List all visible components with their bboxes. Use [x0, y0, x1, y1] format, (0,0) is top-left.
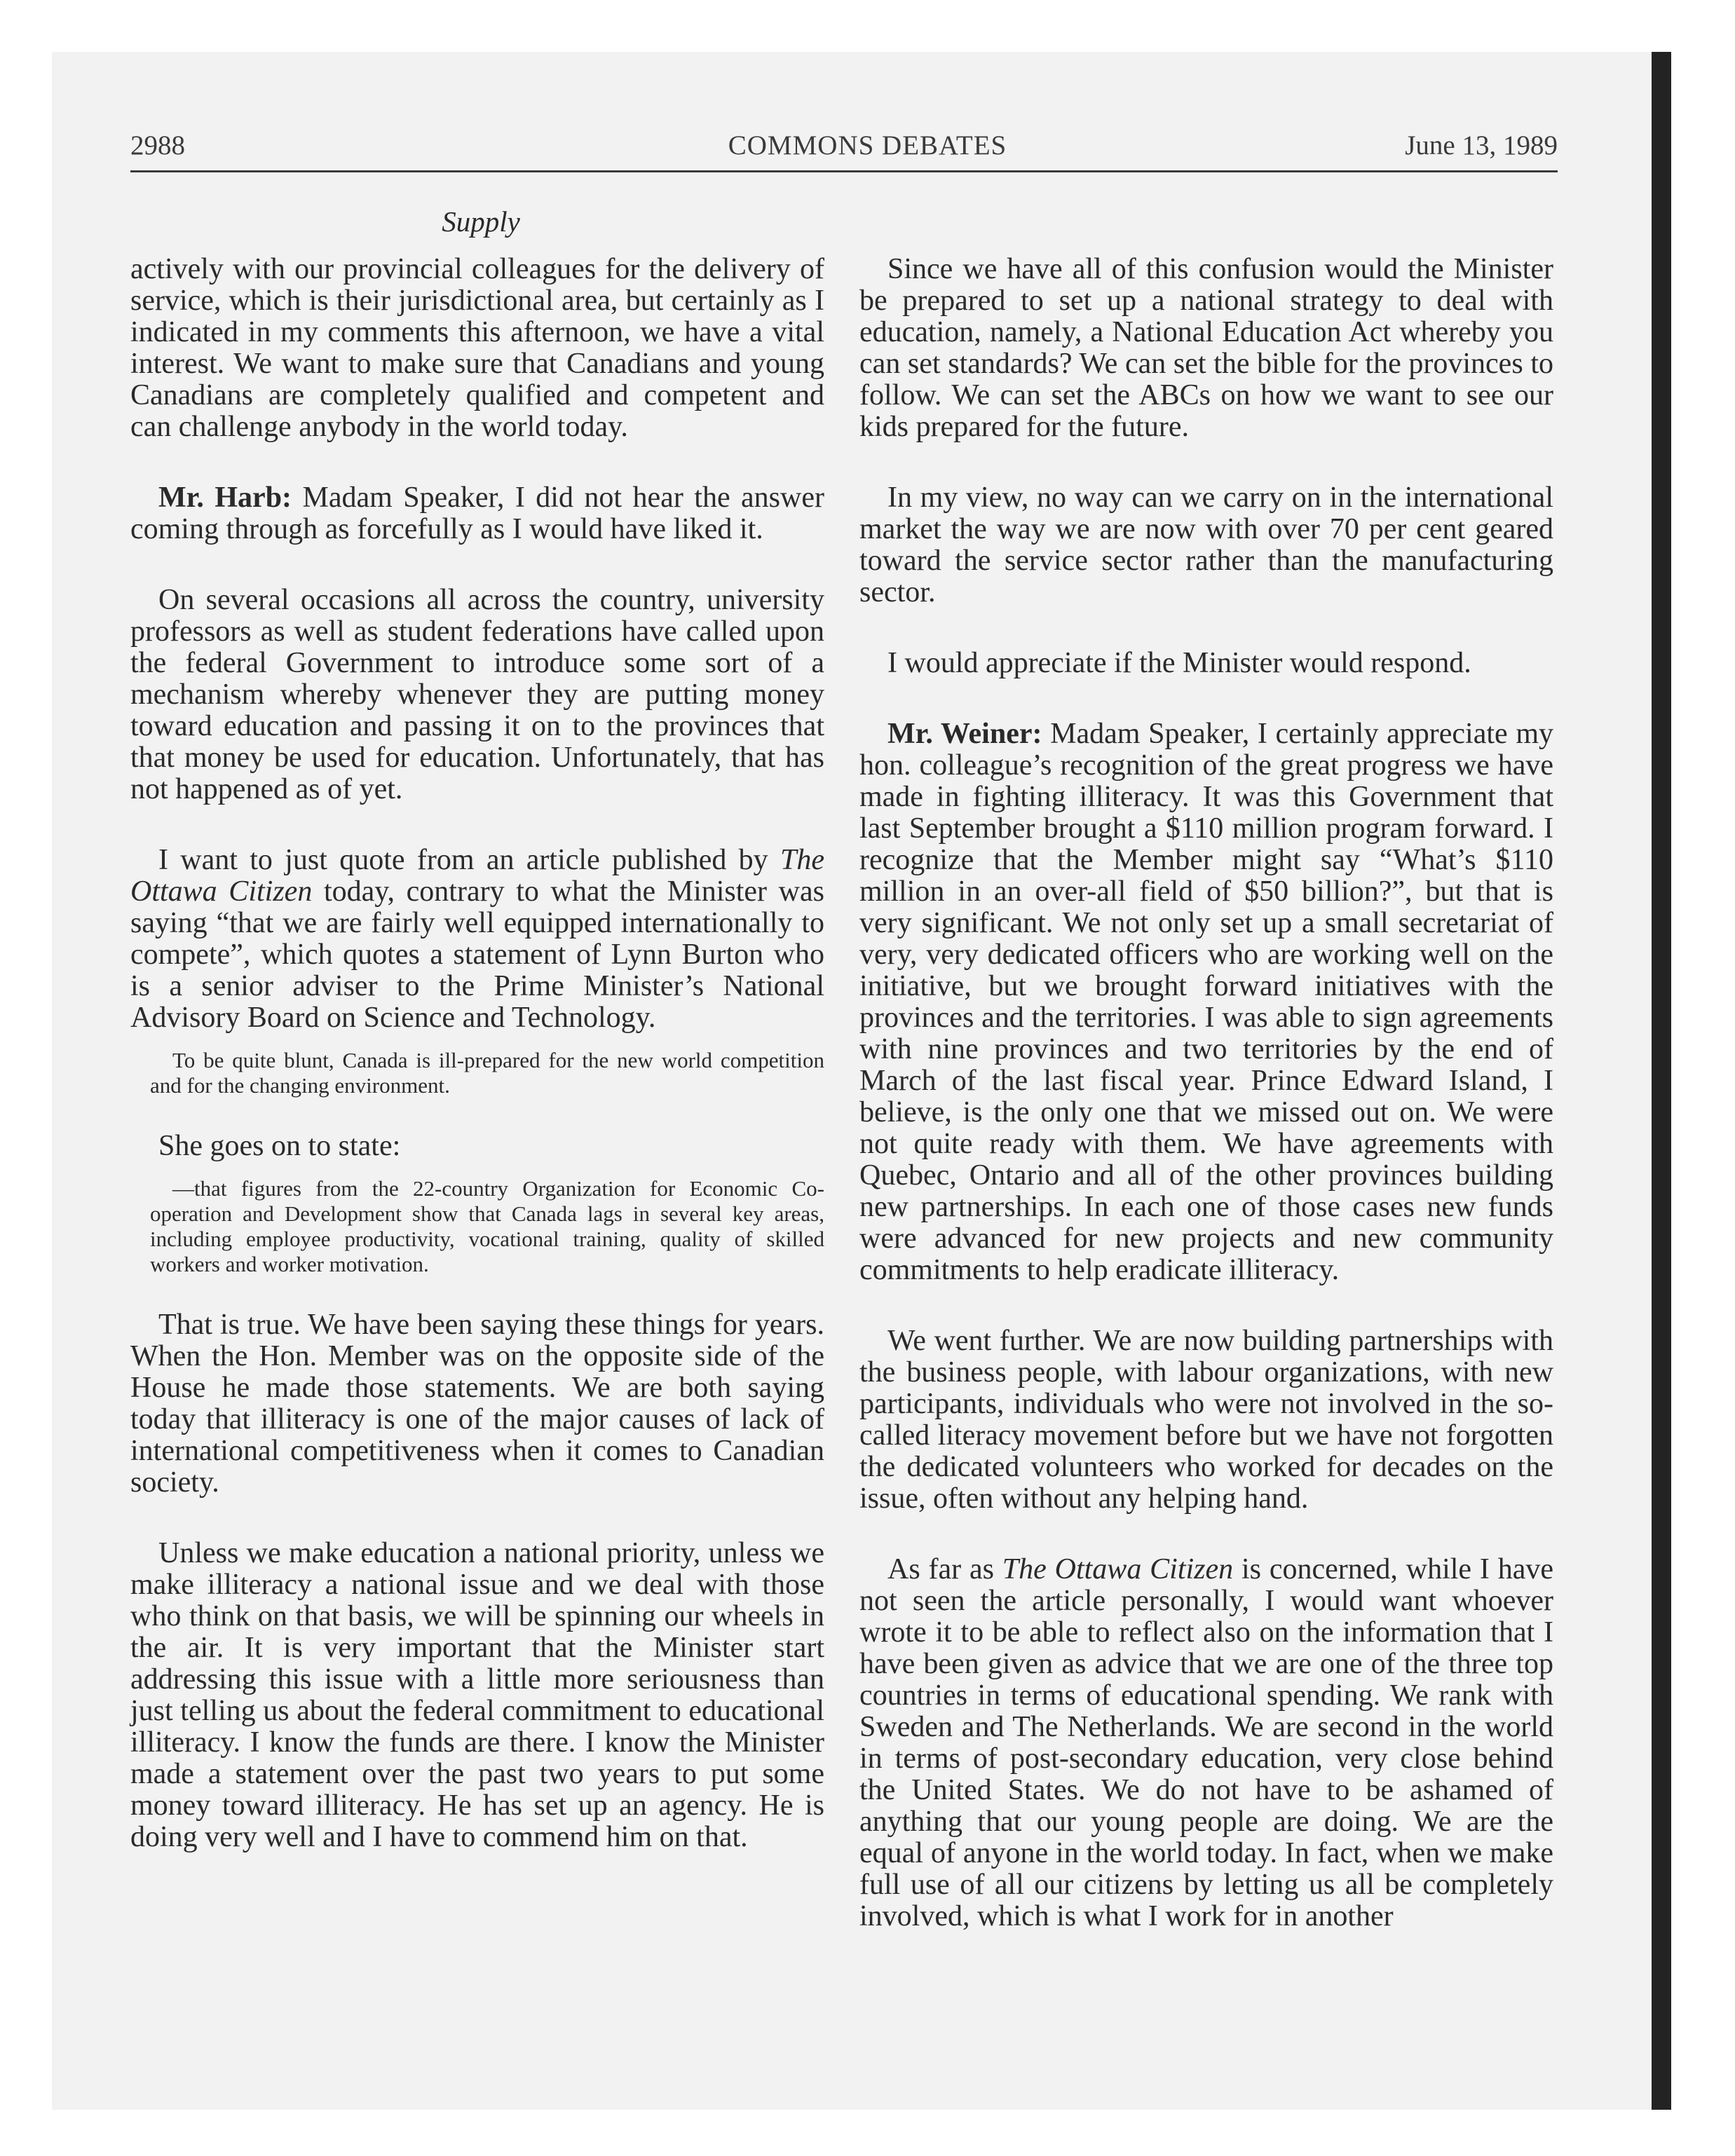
paragraph: In my view, no way can we carry on in the international market the way we are now with over 70 per cent geared toward the service sector rather than the manufacturing sector. — [859, 482, 1553, 608]
page-edge-shadow — [1652, 52, 1671, 2110]
section-heading: Supply — [442, 205, 520, 238]
block-quote: —that figures from the 22-country Organization for Economic Co-operation and Development show that Canada lags in several key areas, including employee productivity, vocational training, quality of skilled workers and worker motivation. — [150, 1176, 824, 1276]
text-run: As far as — [887, 1553, 1002, 1585]
publication-reference: The Ottawa Citizen — [130, 844, 824, 908]
header-rule — [130, 170, 1558, 172]
block-quote: To be quite blunt, Canada is ill-prepared for the new world competition and for the changing environment. — [150, 1048, 824, 1098]
paragraph: actively with our provincial colleagues for the delivery of service, which is their jurisdictional area, but certainly as I indicated in my comments this afternoon, we have a vital interest. We want to make sure that Canadians and young Canadians are completely qualified and competent and can challenge anybody in the world today. — [130, 253, 824, 443]
paragraph — [859, 718, 1553, 1286]
paragraph: Unless we make education a national priority, unless we make illiteracy a national issue and we deal with those who think on that basis, we will be spinning our wheels in the air. It is very important that the Minister start addressing this issue with a little more seriousness than just telling us about the federal commitment to educational illiteracy. I know the funds are there. I know the Minister made a statement over the past two years to put some money toward illiteracy. He has set up an agency. He is doing very well and I have to commend him on that. — [130, 1537, 824, 1853]
speech-text: Madam Speaker, I did not hear the answer coming through as forcefully as I would have liked it. — [130, 482, 824, 545]
text-run: is concerned, while I have not seen the article personally, I would want whoever wrote it to be able to reflect also on the information that I have been given as advice that we are one of the three top countries in terms of educational spending. We rank with Sweden and The Netherlands. We are second in the world in terms of post-secondary education, very close behind the United States. We do not have to be ashamed of anything that our young people are doing. We are the equal of anyone in the world today. In fact, when we make full use of all our citizens by letting us all be completely involved, which is what I work for in another — [859, 1553, 1553, 1932]
paragraph: I would appreciate if the Minister would respond. — [887, 647, 1471, 679]
paragraph — [859, 1554, 1553, 1932]
speech-text: Madam Speaker, I certainly appreciate my hon. colleague’s recognition of the great progress we have made in fighting illiteracy. It was this Government that last September brought a $110 million program forward. I recognize that the Member might say “What’s $110 million in an over-all field of $50 billion?”, but that is very significant. We not only set up a small secretariat of very, very dedicated officers who are working well on the initiative, but we brought forward initiatives with the provinces and the territories. I was able to sign agreements with nine provinces and two territories by the end of March of the last fiscal year. Prince Edward Island, I believe, is the only one that we missed out on. We were not quite ready with them. We have agreements with Quebec, Ontario and all of the other provinces building new partnerships. In each one of those cases new funds were advanced for new projects and new community commitments to help eradicate illiteracy. — [859, 718, 1553, 1286]
right-column — [859, 254, 1553, 1972]
text-run: I want to just quote from an article published by — [158, 844, 780, 876]
paragraph: On several occasions all across the country, university professors as well as student federations have called upon the federal Government to introduce some sort of a mechanism whereby whenever they are putting money toward education and passing it on to the provinces that that money be used for education. Unfortunately, that has not happened as of yet. — [130, 584, 824, 805]
text-run: today, contrary to what the Minister was saying “that we are fairly well equipped internationally to compete”, which quotes a statement of Lynn Burton who is a senior adviser to the Prime Minister’s National Advisory Board on Science and Technology. — [130, 875, 824, 1034]
speaker-name: Mr. Weiner: — [887, 718, 1042, 750]
left-column — [130, 254, 824, 1892]
speaker-name: Mr. Harb: — [158, 482, 292, 514]
paragraph: Since we have all of this confusion would the Minister be prepared to set up a national strategy to deal with education, namely, a National Education Act whereby you can set standards? We can set the bible for the provinces to follow. We can set the ABCs on how we want to see our kids prepared for the future. — [859, 253, 1553, 443]
page-number: 2988 — [130, 130, 185, 161]
publication-date: June 13, 1989 — [1405, 130, 1558, 161]
paragraph: That is true. We have been saying these things for years. When the Hon. Member was on the opposite side of the House he made those statements. We are both saying today that illiteracy is one of the major causes of lack of international competitiveness when it comes to Canadian society. — [130, 1309, 824, 1499]
paragraph: We went further. We are now building partnerships with the business people, with labour organizations, with new participants, individuals who were not involved in the so-called literacy movement before but we have not forgotten the dedicated volunteers who worked for decades on the issue, often without any helping hand. — [859, 1325, 1553, 1515]
publication-reference: The Ottawa Citizen — [1002, 1553, 1234, 1585]
paragraph: She goes on to state: — [158, 1130, 401, 1162]
paragraph — [130, 845, 824, 1034]
paragraph — [130, 482, 824, 545]
publication-title: COMMONS DEBATES — [728, 130, 1007, 161]
